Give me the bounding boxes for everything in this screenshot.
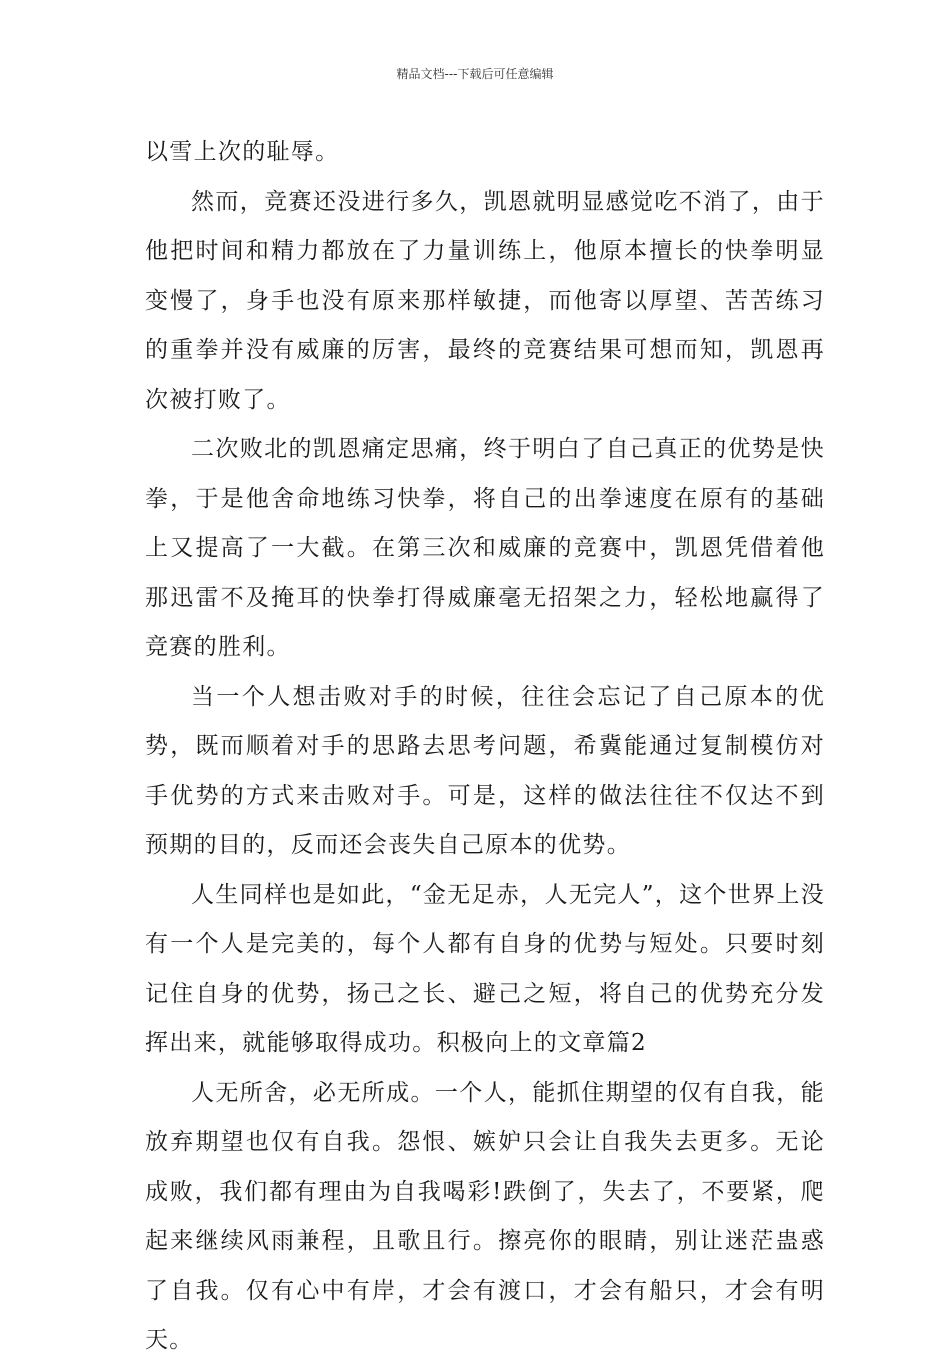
paragraph-6: 人无所舍，必无所成。一个人，能抓住期望的仅有自我，能放弃期望也仅有自我。怨恨、嫉妒只会让自我失去更多。无论成败，我们都有理由为自我喝彩!跌倒了，失去了，不要紧，爬起来继续风雨兼程，且歌且行。擦亮你的眼睛，别让迷茫蛊惑了自我。仅有心中有岸，才会有渡口，才会有船只，才会有明天。 — [145, 1079, 825, 1353]
paragraph-2: 然而，竞赛还没进行多久，凯恩就明显感觉吃不消了，由于他把时间和精力都放在了力量训练上，他原本擅长的快拳明显变慢了，身手也没有原来那样敏捷，而他寄以厚望、苦苦练习的重拳并没有威廉的厉害，最终的竞赛结果可想而知，凯恩再次被打败了。 — [145, 188, 825, 413]
document-body — [145, 128, 825, 1366]
paragraph-5: 人生同样也是如此，“金无足赤，人无完人”，这个世界上没有一个人是完美的，每个人都有自身的优势与短处。只要时刻记住自身的优势，扬己之长、避己之短，将自己的优势充分发挥出来，就能够取得成功。积极向上的文章篇2 — [145, 881, 825, 1056]
paragraph-3: 二次败北的凯恩痛定思痛，终于明白了自己真正的优势是快拳，于是他舍命地练习快拳，将自己的出拳速度在原有的基础上又提高了一大截。在第三次和威廉的竞赛中，凯恩凭借着他那迅雷不及掩耳的快拳打得威廉毫无招架之力，轻松地赢得了竞赛的胜利。 — [145, 436, 825, 660]
page-header: 精品文档---下载后可任意编辑 — [396, 67, 554, 81]
paragraph-4: 当一个人想击败对手的时候，往往会忘记了自己原本的优势，既而顺着对手的思路去思考问题，希冀能通过复制模仿对手优势的方式来击败对手。可是，这样的做法往往不仅达不到预期的目的，反而还会丧失自己原本的优势。 — [145, 683, 825, 858]
paragraph-1: 以雪上次的耻辱。 — [145, 139, 340, 165]
